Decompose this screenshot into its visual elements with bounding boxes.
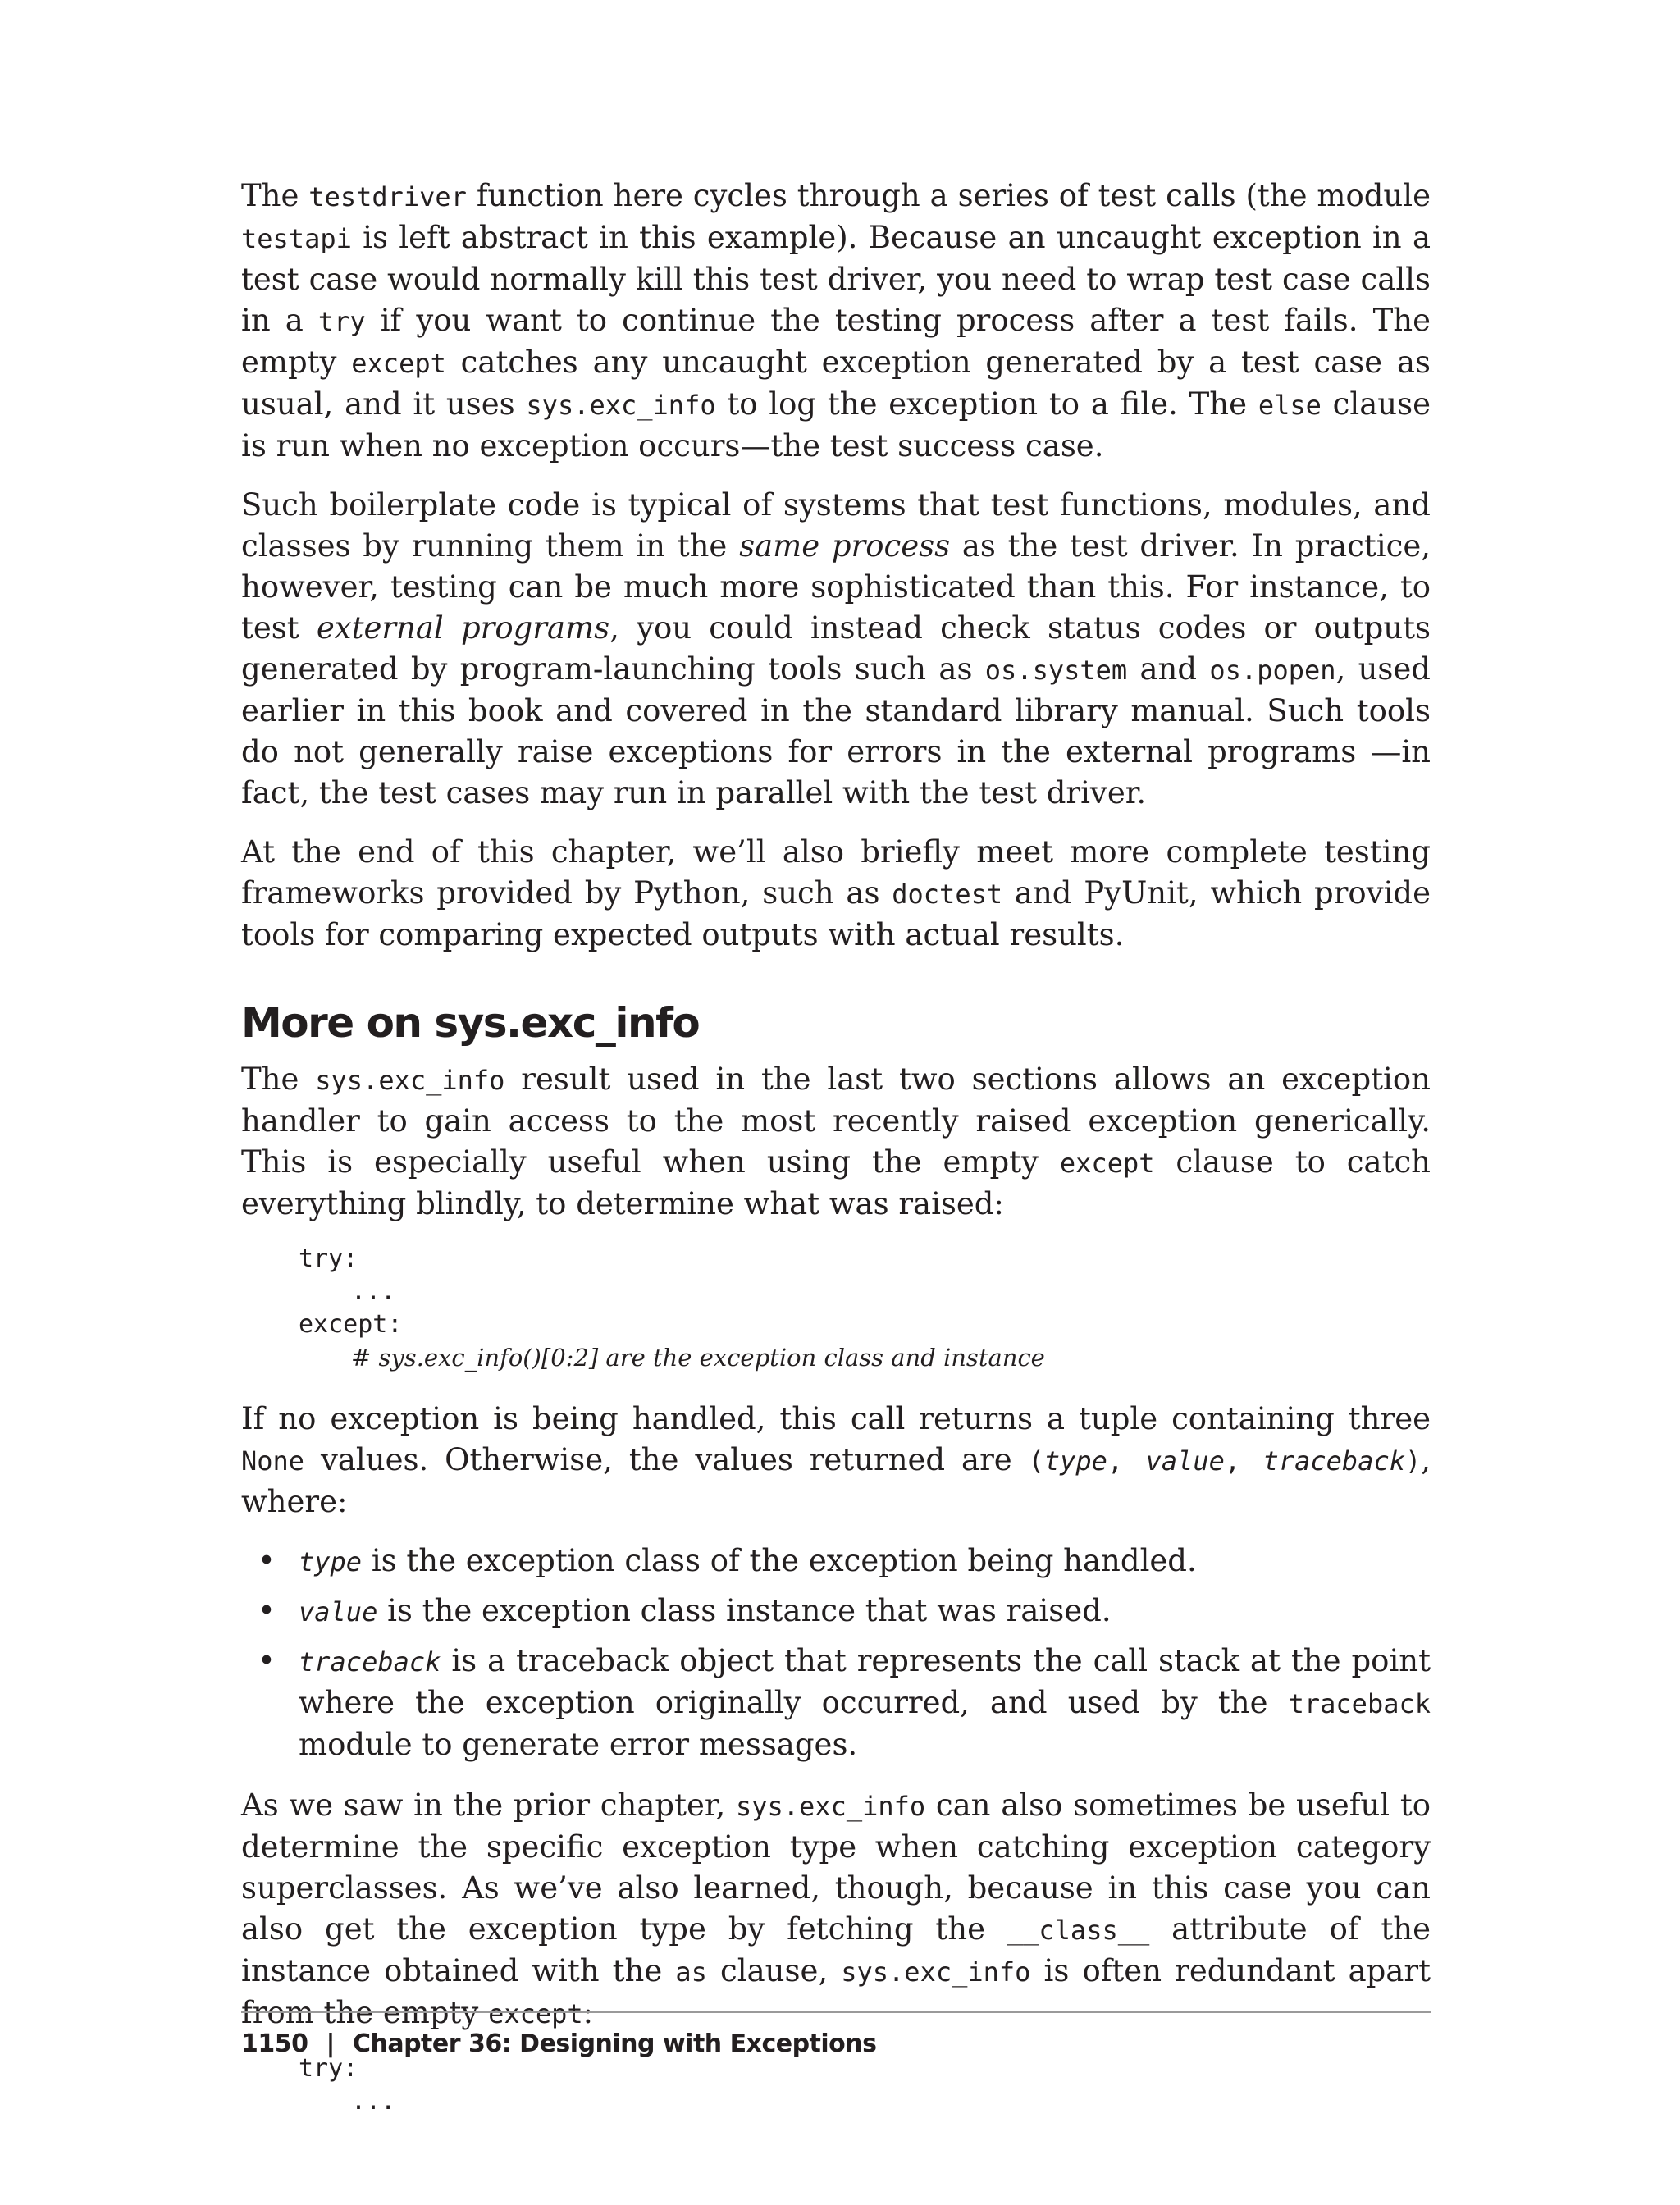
text-run: , where: — [241, 1442, 1431, 1519]
paragraph-exc-info-intro — [241, 1059, 1431, 1225]
inline-code-italic: traceback — [1262, 1445, 1405, 1477]
code-line: except: — [299, 1310, 403, 1339]
text-run: , used earlier in this book and covered in the standard library manual. Such tools do not generally raise exceptions for errors in the external programs —in fact, the test cases may run in parallel with the test driver. — [241, 651, 1431, 810]
paragraph-boilerplate — [241, 485, 1431, 814]
bullet-list — [241, 1541, 1431, 1765]
inline-code: None — [241, 1445, 305, 1477]
paragraph-tuple — [241, 1399, 1431, 1522]
emphasis: same process — [739, 528, 951, 564]
text-run: catches any uncaught exception generated by a test case as usual, and it uses — [241, 345, 1431, 422]
text-run: and PyUnit, which provide tools for comparing expected outputs with actual results. — [241, 875, 1431, 952]
section-heading: More on sys.exc_info — [241, 999, 700, 1047]
page-number: 1150 — [241, 2029, 308, 2058]
code-line: ... — [351, 1277, 396, 1306]
inline-code: ( — [1028, 1445, 1044, 1477]
text-run: attribute of the instance obtained with the — [241, 1911, 1431, 1988]
text-run: clause to catch everything blindly, to determine what was raised: — [241, 1144, 1431, 1221]
text-run: is the exception class instance that was raised. — [377, 1593, 1112, 1628]
code-line: try: — [299, 2054, 358, 2083]
paragraph-testdriver — [241, 176, 1431, 467]
text-run: function here cycles through a series of test calls (the module — [466, 178, 1431, 213]
inline-code: ) — [1404, 1445, 1422, 1477]
code-block-2 — [299, 2052, 1431, 2118]
text-run: At the end of this chapter, we’ll also briefly meet more complete testing frameworks provided by Python, such as — [241, 834, 1431, 911]
paragraph-prior-chapter — [241, 1785, 1431, 2034]
text-run: and — [1127, 651, 1210, 687]
text-run: clause is run when no exception occurs—the test success case. — [241, 386, 1431, 463]
emphasis: external programs — [316, 610, 610, 646]
inline-code-italic: value — [1145, 1445, 1225, 1477]
page-footer — [241, 2011, 1431, 2058]
inline-code-italic: type — [299, 1546, 363, 1577]
inline-code: as — [675, 1956, 707, 1988]
text-run: : — [582, 1995, 594, 2030]
text-run: is the exception class of the exception being handled. — [362, 1543, 1197, 1578]
bullet-icon: • — [258, 1643, 276, 1678]
inline-code: else — [1258, 390, 1322, 421]
inline-code: traceback — [1288, 1688, 1431, 1719]
inline-code: sys.exc_info — [315, 1065, 505, 1096]
text-run: if you want to continue the testing process after a test fails. The empty — [241, 303, 1431, 380]
text-run: is a traceback object that represents the call stack at the point where the exception originally occurred, and used by the — [299, 1643, 1431, 1720]
inline-code: sys.exc_info — [526, 390, 716, 421]
code-comment: # sys.exc_info()[0:2] are the exception class and instance — [351, 1344, 1045, 1372]
text-run: is often redundant apart from the empty — [241, 1953, 1431, 2030]
page-content — [241, 176, 1431, 2143]
paragraph-frameworks — [241, 832, 1431, 956]
text-run: result used in the last two sections allows an exception handler to gain access to the most recently raised exception generically. This is especially useful when using the empty — [241, 1061, 1431, 1180]
inline-code-italic: traceback — [299, 1646, 441, 1678]
text-run: The — [241, 1061, 316, 1097]
inline-code: , — [1224, 1445, 1263, 1477]
text-run: Such boilerplate code is typical of systems that test functions, modules, and classes by running them in the — [241, 487, 1431, 564]
text-run: The — [241, 178, 309, 213]
text-run: as the test driver. In practice, however, testing can be much more sophisticated than this. For instance, to test — [241, 528, 1431, 646]
text-run: values. Otherwise, the values returned are — [304, 1442, 1029, 1477]
code-line: ... — [351, 2087, 396, 2116]
inline-code: except — [351, 348, 446, 379]
inline-code: sys.exc_info — [841, 1956, 1031, 1988]
list-item — [241, 1541, 1431, 1582]
inline-code: except — [1059, 1148, 1155, 1179]
text-run: module to generate error messages. — [299, 1727, 858, 1762]
inline-code-italic: value — [299, 1596, 378, 1628]
code-line: try: — [299, 1244, 358, 1273]
text-run: is left abstract in this example). Because an uncaught exception in a test case would normally kill this test driver, you need to wrap test case calls in a — [241, 220, 1431, 338]
inline-code: testdriver — [308, 181, 467, 212]
inline-code: os.system — [984, 655, 1128, 686]
inline-code-italic: type — [1043, 1445, 1107, 1477]
list-item — [241, 1641, 1431, 1765]
list-item — [241, 1591, 1431, 1632]
text-run: As we saw in the prior chapter, — [241, 1787, 736, 1823]
inline-code: except — [488, 1998, 583, 2029]
inline-code: testapi — [241, 223, 352, 254]
inline-code: os.popen — [1209, 655, 1336, 686]
text-run: clause, — [706, 1953, 842, 1988]
bullet-icon: • — [258, 1543, 276, 1578]
code-block-1 — [299, 1243, 1431, 1374]
inline-code: __class__ — [1007, 1915, 1150, 1946]
text-run: to log the exception to a file. The — [715, 386, 1258, 422]
footer-separator: | — [326, 2029, 335, 2058]
text-run: If no exception is being handled, this call returns a tuple containing three — [241, 1401, 1431, 1436]
bullet-icon: • — [258, 1593, 276, 1628]
inline-code: doctest — [892, 879, 1003, 910]
text-run: can also sometimes be useful to determine the specific exception type when catching exception category superclasses. As we’ve also learned, though, because in this case you can also get the exception type by fetching the — [241, 1787, 1431, 1947]
chapter-title: Chapter 36: Designing with Exceptions — [352, 2029, 877, 2058]
inline-code: try — [317, 306, 366, 337]
inline-code: sys.exc_info — [735, 1791, 926, 1822]
text-run: , you could instead check status codes or outputs generated by program-launching tools such as — [241, 610, 1431, 687]
inline-code: , — [1107, 1445, 1146, 1477]
